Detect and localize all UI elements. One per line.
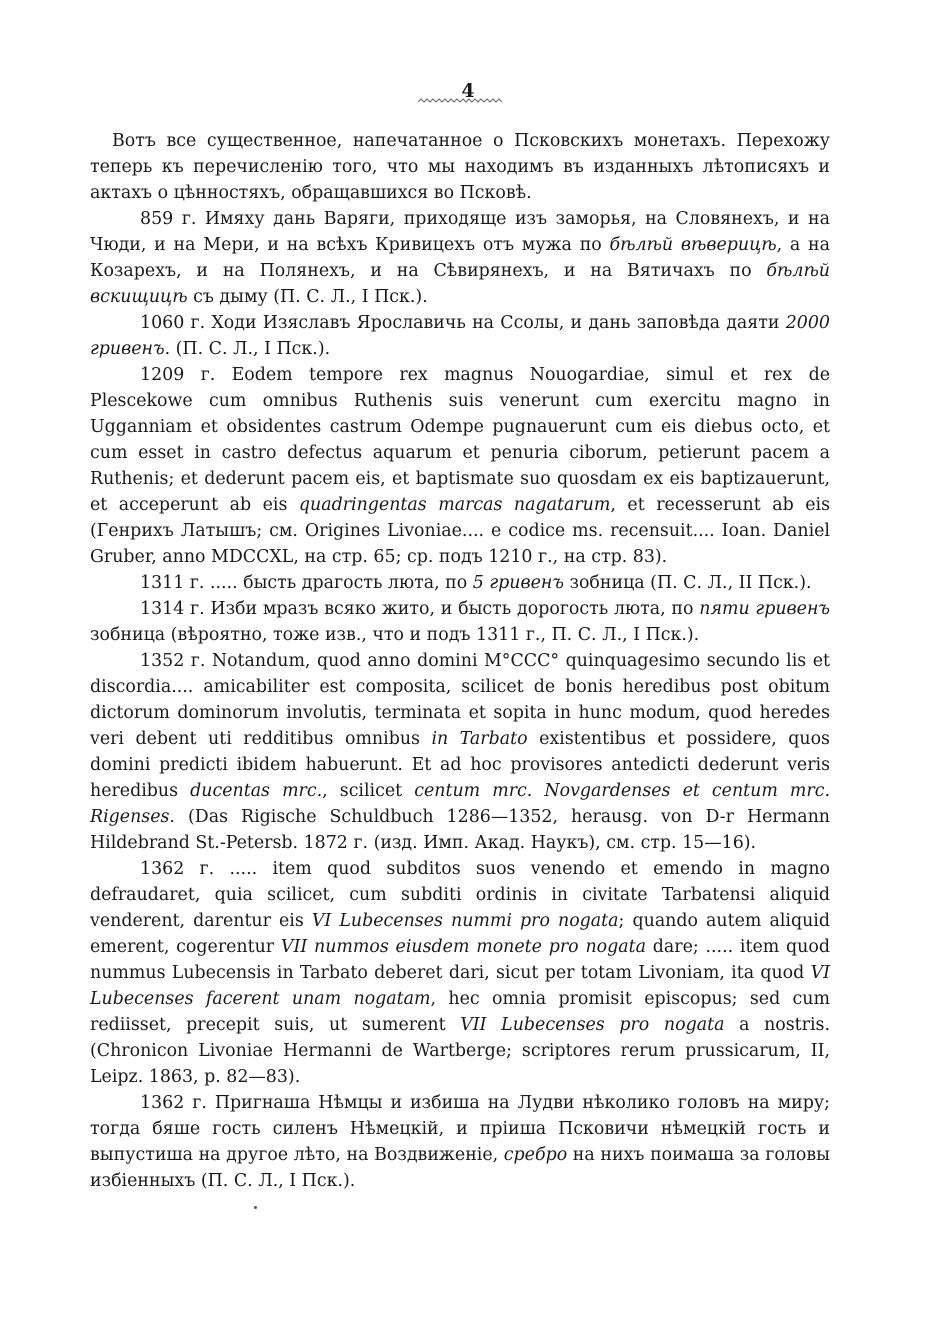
entry-1311 (90, 570, 830, 596)
italic-run: бѣлѣй вѣверицѣ (609, 235, 777, 255)
text-run: зобница (П. С. Л., II Пск.). (563, 573, 812, 593)
entry-1362-latin (90, 856, 830, 1090)
text-run: 1209 г. Eodem tempore rex magnus Nouogardiae, simul et rex de Plescekowe cum omnibus Ruthenis suis venerunt cum exercitu magno in Ugganniam et obsidentes castrum Odempe pugnauerunt cum eis diebus octo, et cum esset in castro defectus aquarum et penuria ciborum, petierunt pacem a Ruthenis; et dederunt pacem eis, et baptismate suo quosdam ex eis baptizauerunt, et acceperunt ab eis (90, 365, 830, 515)
text-run: , scilicet (322, 781, 415, 801)
text-run: 1362 г. ..... item quod subditos suos venendo et emendo in magno defraudaret, quia scilicet, cum subditi ordinis in civitate Tarbatensi aliquid venderent, darentur eis (90, 859, 830, 931)
text-run: 1362 г. Пригнаша Нѣмцы и избиша на Лудви нѣколико головъ на миру; тогда бяше гость силенъ Нѣмецкій, и пріиша Псковичи нѣмецкій гость и выпустиша на другое лѣто, на Воздвиженіе, (90, 1093, 830, 1165)
text-run: на нихъ поимаша за головы избіенныхъ (П. С. Л., I Пск.). (90, 1145, 830, 1191)
text-run: a nostris. (Chronicon Livoniae Hermanni de Wartberge; scriptores rerum prussicarum, II, Leipz. 1863, p. 82—83). (90, 1015, 831, 1087)
italic-run: сребро (503, 1145, 568, 1165)
text-run: . (П. С. Л., I Пск.). (164, 339, 331, 359)
italic-run: centum mrc. Novgardenses et centum mrc. Rigenses. (90, 781, 830, 827)
text-run: Вотъ все существенное, напечатанное о Псковскихъ монетахъ. Перехожу теперь къ перечисленію того, что мы находимъ въ изданныхъ лѣтописяхъ и актахъ о цѣнностяхъ, обращавшихся во Псковѣ. (90, 131, 830, 203)
text-run: , а на Козарехъ, и на Полянехъ, и на Сѣвирянехъ, и на Вятичахъ по (90, 235, 831, 281)
entry-1314 (90, 596, 830, 648)
page-number: 4 (461, 80, 475, 102)
entry-1362-russian (90, 1090, 830, 1194)
text-run: , hec omnia promisit episcopus; sed cum rediisset, precepit suis, ut sumerent (90, 989, 830, 1035)
text-run: 1314 г. Изби мразъ всяко жито, и бысть дорогость люта, по (140, 599, 700, 619)
text-run: 859 г. Имяху дань Варяги, приходяще изъ заморья, на Словянехъ, и на Чюди, и на Мери, и на всѣхъ Кривицехъ отъ мужа по (90, 209, 830, 255)
text-run: 1311 г. ..... бысть драгость люта, по (140, 573, 473, 593)
paragraph-intro (90, 128, 830, 206)
italic-run: VII Lubecenses pro nogata (460, 1015, 725, 1035)
italic-run: бѣлѣй вскищицѣ (90, 261, 830, 307)
text-run: dare; ..... item quod nummus Lubecensis in Tarbato deberet dari, sicut per totam Livoniam, ita quod (90, 937, 830, 983)
text-run: , et recesserunt ab eis (Генрихъ Латышъ; см. Origines Livoniae.... e codice ms. recensuit.... Ioan. Daniel Gruber, anno MDCCXL, на стр. 65; ср. подъ 1210 г., на стр. 83). (90, 495, 830, 567)
italic-run: 2000 гривенъ (90, 313, 830, 359)
italic-run: 5 гривенъ (472, 573, 564, 593)
entry-1352 (90, 648, 830, 856)
italic-run: in Tarbato (431, 729, 528, 749)
entry-1060 (90, 310, 830, 362)
italic-run: пяти гривенъ (699, 599, 831, 619)
ornament-rule (418, 98, 504, 106)
text-run: (Das Rigische Schuldbuch 1286—1352, herausg. von D-r Hermann Hildebrand St.-Petersb. 1872 г. (изд. Имп. Акад. Наукъ), см. стр. 15—16). (90, 807, 830, 853)
italic-run: VII nummos eiusdem monete pro nogata (280, 937, 646, 957)
text-run: 1352 г. Notandum, quod anno domini M°CCC° quinquagesimo secundo lis et discordia.... amicabiliter est composita, scilicet de bonis heredibus post obitum dictorum dominorum involutis, terminata et sopita in hunc modum, quod heredes veri debent uti redditibus omnibus (90, 651, 830, 749)
italic-run: VI Lubecenses nummi pro nogata (311, 911, 619, 931)
italic-run: VI Lubecenses facerent unam nogatam (90, 963, 830, 1009)
text-run: ; quando autem aliquid emerent, cogerentur (90, 911, 830, 957)
text-run: existentibus et possidere, quos domini predicti ibidem habuerunt. Et ad hoc provisores antedicti dederunt veris heredibus (90, 729, 830, 801)
italic-run: quadringentas marcas nagatarum (298, 495, 611, 515)
entry-859 (90, 206, 830, 310)
print-speck (254, 1206, 257, 1209)
entry-1209 (90, 362, 830, 570)
text-run: зобница (вѣроятно, тоже изв., что и подъ 1311 г., П. С. Л., I Пск.). (90, 625, 700, 645)
text-run: 1060 г. Ходи Изяславъ Ярославичь на Ссолы, и дань заповѣда даяти (140, 313, 786, 333)
italic-run: ducentas mrc. (190, 781, 323, 801)
text-run: съ дыму (П. С. Л., I Пск.). (187, 287, 428, 307)
body-text (90, 128, 830, 1194)
